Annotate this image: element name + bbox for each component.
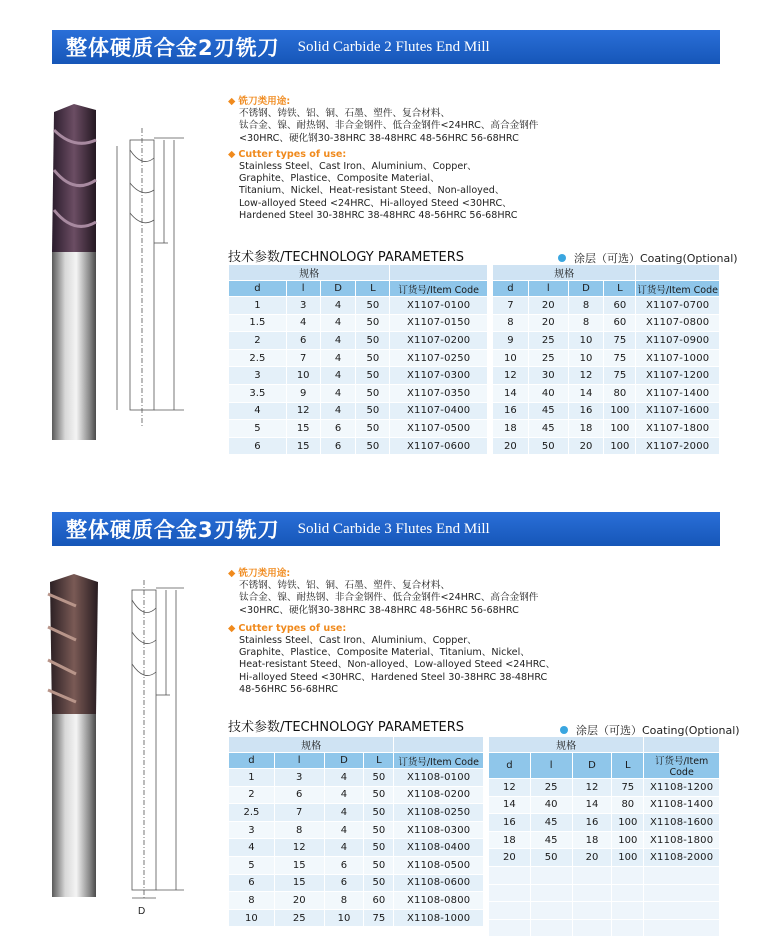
- table-cell: 60: [364, 892, 394, 910]
- coating-note: [560, 722, 740, 738]
- table-cell: 8: [568, 314, 604, 332]
- table-cell: 50: [530, 849, 572, 867]
- table-cell: 45: [528, 420, 568, 438]
- table-cell: [572, 902, 612, 920]
- table-cell: X1107-0150: [390, 314, 488, 332]
- table-cell: 12: [572, 779, 612, 797]
- table-cell: 40: [530, 796, 572, 814]
- column-header: L: [612, 753, 644, 779]
- group-spacer: [644, 737, 720, 753]
- table-cell: 6: [324, 874, 364, 892]
- table-cell: 50: [364, 821, 394, 839]
- usage-en-line: Low-alloyed Steed <24HRC、Hi-alloyed Steed <30HRC、: [239, 197, 512, 209]
- table-cell: 10: [286, 367, 320, 385]
- table-cell: X1107-0250: [390, 349, 488, 367]
- table-cell: X1108-1800: [644, 831, 720, 849]
- table-cell: 100: [612, 831, 644, 849]
- column-header: d: [489, 753, 531, 779]
- table-cell: 50: [364, 804, 394, 822]
- table-cell: X1107-0900: [636, 332, 720, 350]
- table-cell: 16: [568, 402, 604, 420]
- group-header-row: [489, 737, 720, 753]
- table-row: [489, 796, 720, 814]
- table-cell: 6: [324, 856, 364, 874]
- table-cell: 75: [612, 779, 644, 797]
- table-cell: 100: [604, 437, 636, 455]
- column-header: L: [364, 753, 394, 769]
- usage-en-line: Stainless Steel、Cast Iron、Aluminium、Copper、: [239, 161, 477, 173]
- column-header: 订货号/Item Code: [394, 753, 484, 769]
- table-row: [229, 821, 484, 839]
- column-header: l: [274, 753, 324, 769]
- table-cell: [644, 866, 720, 884]
- table-row: [489, 919, 720, 937]
- table-cell: X1107-0800: [636, 314, 720, 332]
- title-cn: 整体硬质合金2刃铣刀: [66, 36, 280, 60]
- table-row: [489, 902, 720, 920]
- table-cell: 50: [356, 297, 390, 315]
- table-cell: 4: [320, 332, 356, 350]
- table-cell: 14: [493, 384, 529, 402]
- table-cell: 50: [364, 856, 394, 874]
- table-row: [493, 349, 720, 367]
- group-header-row: [229, 265, 488, 281]
- usage-block: [228, 568, 568, 696]
- usage-en-line: Hardened Steel 30-38HRC 38-48HRC 48-56HRC 56-68HRC: [239, 209, 518, 221]
- table-cell: [530, 919, 572, 937]
- table-cell: 18: [489, 831, 531, 849]
- table-cell: 9: [493, 332, 529, 350]
- table-cell: 40: [528, 384, 568, 402]
- table-cell: 7: [493, 297, 529, 315]
- table-cell: X1108-1600: [644, 814, 720, 832]
- table-cell: 20: [489, 849, 531, 867]
- table-cell: [572, 884, 612, 902]
- table-cell: 4: [320, 367, 356, 385]
- end-mill-3-flute-drawing: [112, 580, 202, 920]
- table-cell: [530, 866, 572, 884]
- table-cell: [572, 919, 612, 937]
- column-header: D: [568, 281, 604, 297]
- usage-cn-head: ◆ 铣刀类用途:: [228, 96, 291, 107]
- table-cell: 12: [568, 367, 604, 385]
- table-cell: 1: [229, 769, 275, 787]
- table-cell: 12: [286, 402, 320, 420]
- table-cell: 18: [568, 420, 604, 438]
- table-cell: 16: [489, 814, 531, 832]
- table-cell: X1108-2000: [644, 849, 720, 867]
- table-cell: 1: [229, 297, 287, 315]
- table-row: [489, 814, 720, 832]
- table-cell: 6: [229, 437, 287, 455]
- table-cell: X1107-1400: [636, 384, 720, 402]
- column-header-row: [229, 753, 484, 769]
- usage-cn-head: ◆ 铣刀类用途:: [228, 568, 291, 579]
- usage-en-head: ◆ Cutter types of use:: [228, 148, 347, 160]
- column-header-row: [493, 281, 720, 297]
- table-cell: 50: [356, 314, 390, 332]
- usage-en-line: Hi-alloyed Steed <30HRC、Hardened Steel 30-38HRC 38-48HRC: [239, 671, 548, 683]
- table-cell: 7: [286, 349, 320, 367]
- table-cell: X1107-1000: [636, 349, 720, 367]
- params-title: 技术参数/TECHNOLOGY PARAMETERS: [228, 250, 465, 265]
- table-cell: 18: [572, 831, 612, 849]
- title-en: Solid Carbide 2 Flutes End Mill: [297, 38, 490, 55]
- table-cell: 25: [274, 909, 324, 927]
- table-cell: [612, 884, 644, 902]
- column-header: D: [320, 281, 356, 297]
- table-cell: 4: [324, 769, 364, 787]
- table-row: [229, 909, 484, 927]
- table-cell: X1107-0400: [390, 402, 488, 420]
- table-cell: 4: [324, 804, 364, 822]
- table-cell: X1107-1600: [636, 402, 720, 420]
- table-row: [489, 831, 720, 849]
- table-cell: 20: [572, 849, 612, 867]
- table-cell: 4: [324, 821, 364, 839]
- table-cell: 5: [229, 420, 287, 438]
- column-header: d: [229, 753, 275, 769]
- usage-cn-line: 钛合金、镍、耐热钢、非合金钢件、低合金钢件<24HRC、高合金钢件: [239, 592, 539, 604]
- table-cell: 80: [612, 796, 644, 814]
- usage-en-line: Heat-resistant Steed、Non-alloyed、Low-alloyed Steed <24HRC、: [239, 659, 556, 671]
- table-cell: 60: [604, 314, 636, 332]
- table-cell: 50: [356, 402, 390, 420]
- table-cell: 4: [320, 384, 356, 402]
- table-cell: 10: [324, 909, 364, 927]
- table-cell: 100: [604, 420, 636, 438]
- title-en: Solid Carbide 3 Flutes End Mill: [297, 520, 490, 537]
- table-cell: X1108-1000: [394, 909, 484, 927]
- table-cell: [644, 919, 720, 937]
- table-cell: X1107-0600: [390, 437, 488, 455]
- group-label: 规格: [489, 737, 644, 753]
- table-cell: X1107-0300: [390, 367, 488, 385]
- column-header: l: [528, 281, 568, 297]
- table-cell: 60: [604, 297, 636, 315]
- table-cell: 12: [493, 367, 529, 385]
- column-header: l: [530, 753, 572, 779]
- table-row: [229, 804, 484, 822]
- coating-label: 涂层（可选）Coating(Optional): [576, 724, 740, 737]
- table-cell: [489, 866, 531, 884]
- diagram-d-label: D: [138, 906, 146, 917]
- table-cell: 4: [320, 314, 356, 332]
- table-row: [493, 367, 720, 385]
- group-spacer: [636, 265, 720, 281]
- table-cell: 45: [528, 402, 568, 420]
- end-mill-2-flute-image: [44, 100, 104, 445]
- table-cell: 8: [568, 297, 604, 315]
- table-cell: X1107-0500: [390, 420, 488, 438]
- group-label: 规格: [229, 737, 394, 753]
- table-cell: 25: [528, 332, 568, 350]
- table-cell: 6: [274, 786, 324, 804]
- table-cell: 16: [493, 402, 529, 420]
- usage-cn-line: <30HRC、硬化钢30-38HRC 38-48HRC 48-56HRC 56-68HRC: [239, 604, 519, 616]
- table-row: [489, 866, 720, 884]
- table-cell: [644, 902, 720, 920]
- table-row: [489, 779, 720, 797]
- table-cell: 50: [356, 384, 390, 402]
- table-row: [493, 384, 720, 402]
- table-cell: 3: [286, 297, 320, 315]
- group-spacer: [394, 737, 484, 753]
- table-cell: X1108-0300: [394, 821, 484, 839]
- column-header: L: [356, 281, 390, 297]
- table-cell: X1108-0200: [394, 786, 484, 804]
- table-cell: 4: [286, 314, 320, 332]
- table-cell: 6: [320, 420, 356, 438]
- table-cell: 20: [274, 892, 324, 910]
- table-cell: 50: [356, 332, 390, 350]
- section-title-bar: [52, 30, 720, 64]
- table-cell: 4: [229, 839, 275, 857]
- usage-en-line: Graphite、Plastice、Composite Material、: [239, 173, 440, 185]
- table-row: [229, 332, 488, 350]
- table-cell: [489, 902, 531, 920]
- group-header-row: [229, 737, 484, 753]
- table-cell: 50: [356, 349, 390, 367]
- column-header: D: [324, 753, 364, 769]
- table-cell: 10: [568, 332, 604, 350]
- table-cell: X1107-1800: [636, 420, 720, 438]
- group-spacer: [390, 265, 488, 281]
- table-cell: 5: [229, 856, 275, 874]
- spec-table-left: [228, 264, 488, 455]
- table-cell: 80: [604, 384, 636, 402]
- usage-en-line: 48-56HRC 56-68HRC: [239, 683, 339, 695]
- spec-table-right: [492, 264, 720, 455]
- table-cell: [612, 902, 644, 920]
- table-cell: 4: [324, 839, 364, 857]
- table-cell: [530, 902, 572, 920]
- table-cell: 14: [568, 384, 604, 402]
- table-cell: 2.5: [229, 349, 287, 367]
- column-header-row: [229, 281, 488, 297]
- table-cell: 10: [229, 909, 275, 927]
- table-cell: X1108-0400: [394, 839, 484, 857]
- table-cell: [612, 866, 644, 884]
- table-row: [229, 839, 484, 857]
- table-cell: 6: [229, 874, 275, 892]
- table-cell: 8: [274, 821, 324, 839]
- table-cell: 6: [286, 332, 320, 350]
- spec-table-left: [228, 736, 484, 927]
- end-mill-3-flute-image: [40, 572, 106, 902]
- table-cell: 2: [229, 786, 275, 804]
- table-cell: X1107-0700: [636, 297, 720, 315]
- table-cell: 4: [320, 402, 356, 420]
- column-header: d: [229, 281, 287, 297]
- table-cell: [572, 866, 612, 884]
- table-row: [493, 297, 720, 315]
- table-cell: 16: [572, 814, 612, 832]
- coating-dot-icon: [560, 726, 568, 734]
- table-cell: 20: [568, 437, 604, 455]
- params-title: 技术参数/TECHNOLOGY PARAMETERS: [228, 720, 465, 735]
- group-header-row: [493, 265, 720, 281]
- table-row: [493, 402, 720, 420]
- column-header: 订货号/Item Code: [636, 281, 720, 297]
- coating-dot-icon: [558, 254, 566, 262]
- table-cell: 20: [528, 314, 568, 332]
- table-row: [229, 769, 484, 787]
- table-cell: X1107-0200: [390, 332, 488, 350]
- table-cell: 8: [324, 892, 364, 910]
- table-row: [229, 384, 488, 402]
- usage-cn-line: 不锈钢、铸铁、铝、铜、石墨、塑件、复合材料、: [239, 580, 451, 592]
- table-cell: 75: [364, 909, 394, 927]
- table-row: [229, 367, 488, 385]
- table-cell: 50: [364, 839, 394, 857]
- usage-cn-line: 不锈钢、铸铁、铝、铜、石墨、塑件、复合材料、: [239, 108, 451, 120]
- table-cell: [612, 919, 644, 937]
- table-cell: X1108-0600: [394, 874, 484, 892]
- table-cell: 50: [356, 437, 390, 455]
- table-cell: 50: [356, 420, 390, 438]
- table-cell: 15: [274, 856, 324, 874]
- column-header: 订货号/Item Code: [644, 753, 720, 779]
- table-cell: 3: [274, 769, 324, 787]
- table-cell: 2: [229, 332, 287, 350]
- table-cell: 20: [528, 297, 568, 315]
- usage-cn-line: <30HRC、硬化钢30-38HRC 38-48HRC 48-56HRC 56-68HRC: [239, 132, 519, 144]
- usage-en-head: ◆ Cutter types of use:: [228, 622, 347, 634]
- spec-table-right: [488, 736, 720, 937]
- table-row: [229, 349, 488, 367]
- table-cell: 14: [572, 796, 612, 814]
- table-row: [489, 884, 720, 902]
- table-row: [229, 874, 484, 892]
- table-cell: 100: [612, 814, 644, 832]
- section-title-bar: [52, 512, 720, 546]
- column-header: D: [572, 753, 612, 779]
- table-cell: X1107-0350: [390, 384, 488, 402]
- table-cell: 8: [493, 314, 529, 332]
- usage-cn-line: 钛合金、镍、耐热钢、非合金钢件、低合金钢件<24HRC、高合金钢件: [239, 120, 539, 132]
- table-cell: 50: [364, 769, 394, 787]
- table-cell: 50: [528, 437, 568, 455]
- table-cell: 100: [604, 402, 636, 420]
- usage-en-line: Stainless Steel、Cast Iron、Aluminium、Copper、: [239, 635, 477, 647]
- table-cell: X1107-2000: [636, 437, 720, 455]
- table-cell: 15: [286, 437, 320, 455]
- table-cell: X1108-0250: [394, 804, 484, 822]
- table-cell: 1.5: [229, 314, 287, 332]
- table-cell: 50: [364, 874, 394, 892]
- table-cell: 100: [612, 849, 644, 867]
- table-row: [229, 892, 484, 910]
- table-cell: 3: [229, 367, 287, 385]
- group-label: 规格: [493, 265, 636, 281]
- column-header: L: [604, 281, 636, 297]
- usage-block: [228, 96, 568, 222]
- table-cell: 15: [274, 874, 324, 892]
- usage-en-line: Graphite、Plastice、Composite Material、Titanium、Nickel、: [239, 647, 530, 659]
- table-row: [229, 856, 484, 874]
- table-cell: 4: [320, 297, 356, 315]
- table-row: [493, 420, 720, 438]
- table-cell: 18: [493, 420, 529, 438]
- table-cell: X1108-0100: [394, 769, 484, 787]
- table-cell: 75: [604, 367, 636, 385]
- table-cell: 4: [324, 786, 364, 804]
- table-cell: 10: [493, 349, 529, 367]
- coating-label: 涂层（可选）Coating(Optional): [574, 252, 738, 265]
- table-cell: 6: [320, 437, 356, 455]
- table-row: [229, 786, 484, 804]
- column-header: 订货号/Item Code: [390, 281, 488, 297]
- table-cell: 7: [274, 804, 324, 822]
- table-row: [229, 402, 488, 420]
- table-cell: X1108-1400: [644, 796, 720, 814]
- table-row: [229, 437, 488, 455]
- table-cell: 2.5: [229, 804, 275, 822]
- table-cell: 45: [530, 814, 572, 832]
- table-cell: 30: [528, 367, 568, 385]
- table-row: [493, 314, 720, 332]
- table-cell: 8: [229, 892, 275, 910]
- title-cn: 整体硬质合金3刃铣刀: [66, 518, 280, 542]
- table-cell: 9: [286, 384, 320, 402]
- usage-en-line: Titanium、Nickel、Heat-resistant Steed、Non-alloyed、: [239, 185, 505, 197]
- table-row: [229, 420, 488, 438]
- table-cell: 25: [528, 349, 568, 367]
- table-row: [229, 297, 488, 315]
- table-cell: 25: [530, 779, 572, 797]
- table-cell: 75: [604, 349, 636, 367]
- column-header: l: [286, 281, 320, 297]
- column-header: d: [493, 281, 529, 297]
- column-header-row: [489, 753, 720, 779]
- table-cell: 14: [489, 796, 531, 814]
- table-cell: [489, 919, 531, 937]
- table-cell: 45: [530, 831, 572, 849]
- table-cell: X1108-0500: [394, 856, 484, 874]
- table-cell: 15: [286, 420, 320, 438]
- table-cell: 75: [604, 332, 636, 350]
- table-row: [493, 332, 720, 350]
- table-cell: 20: [493, 437, 529, 455]
- table-cell: 3: [229, 821, 275, 839]
- end-mill-2-flute-drawing: [112, 128, 202, 443]
- table-cell: 50: [356, 367, 390, 385]
- table-row: [489, 849, 720, 867]
- section-2-flute: [0, 0, 769, 460]
- table-cell: [530, 884, 572, 902]
- table-cell: 4: [229, 402, 287, 420]
- group-label: 规格: [229, 265, 390, 281]
- table-row: [493, 437, 720, 455]
- table-cell: X1107-1200: [636, 367, 720, 385]
- table-cell: X1108-0800: [394, 892, 484, 910]
- table-cell: 12: [489, 779, 531, 797]
- table-row: [229, 314, 488, 332]
- table-cell: 3.5: [229, 384, 287, 402]
- table-cell: 4: [320, 349, 356, 367]
- table-cell: X1108-1200: [644, 779, 720, 797]
- table-cell: 50: [364, 786, 394, 804]
- table-cell: 12: [274, 839, 324, 857]
- table-cell: 10: [568, 349, 604, 367]
- table-cell: [644, 884, 720, 902]
- table-cell: [489, 884, 531, 902]
- table-cell: X1107-0100: [390, 297, 488, 315]
